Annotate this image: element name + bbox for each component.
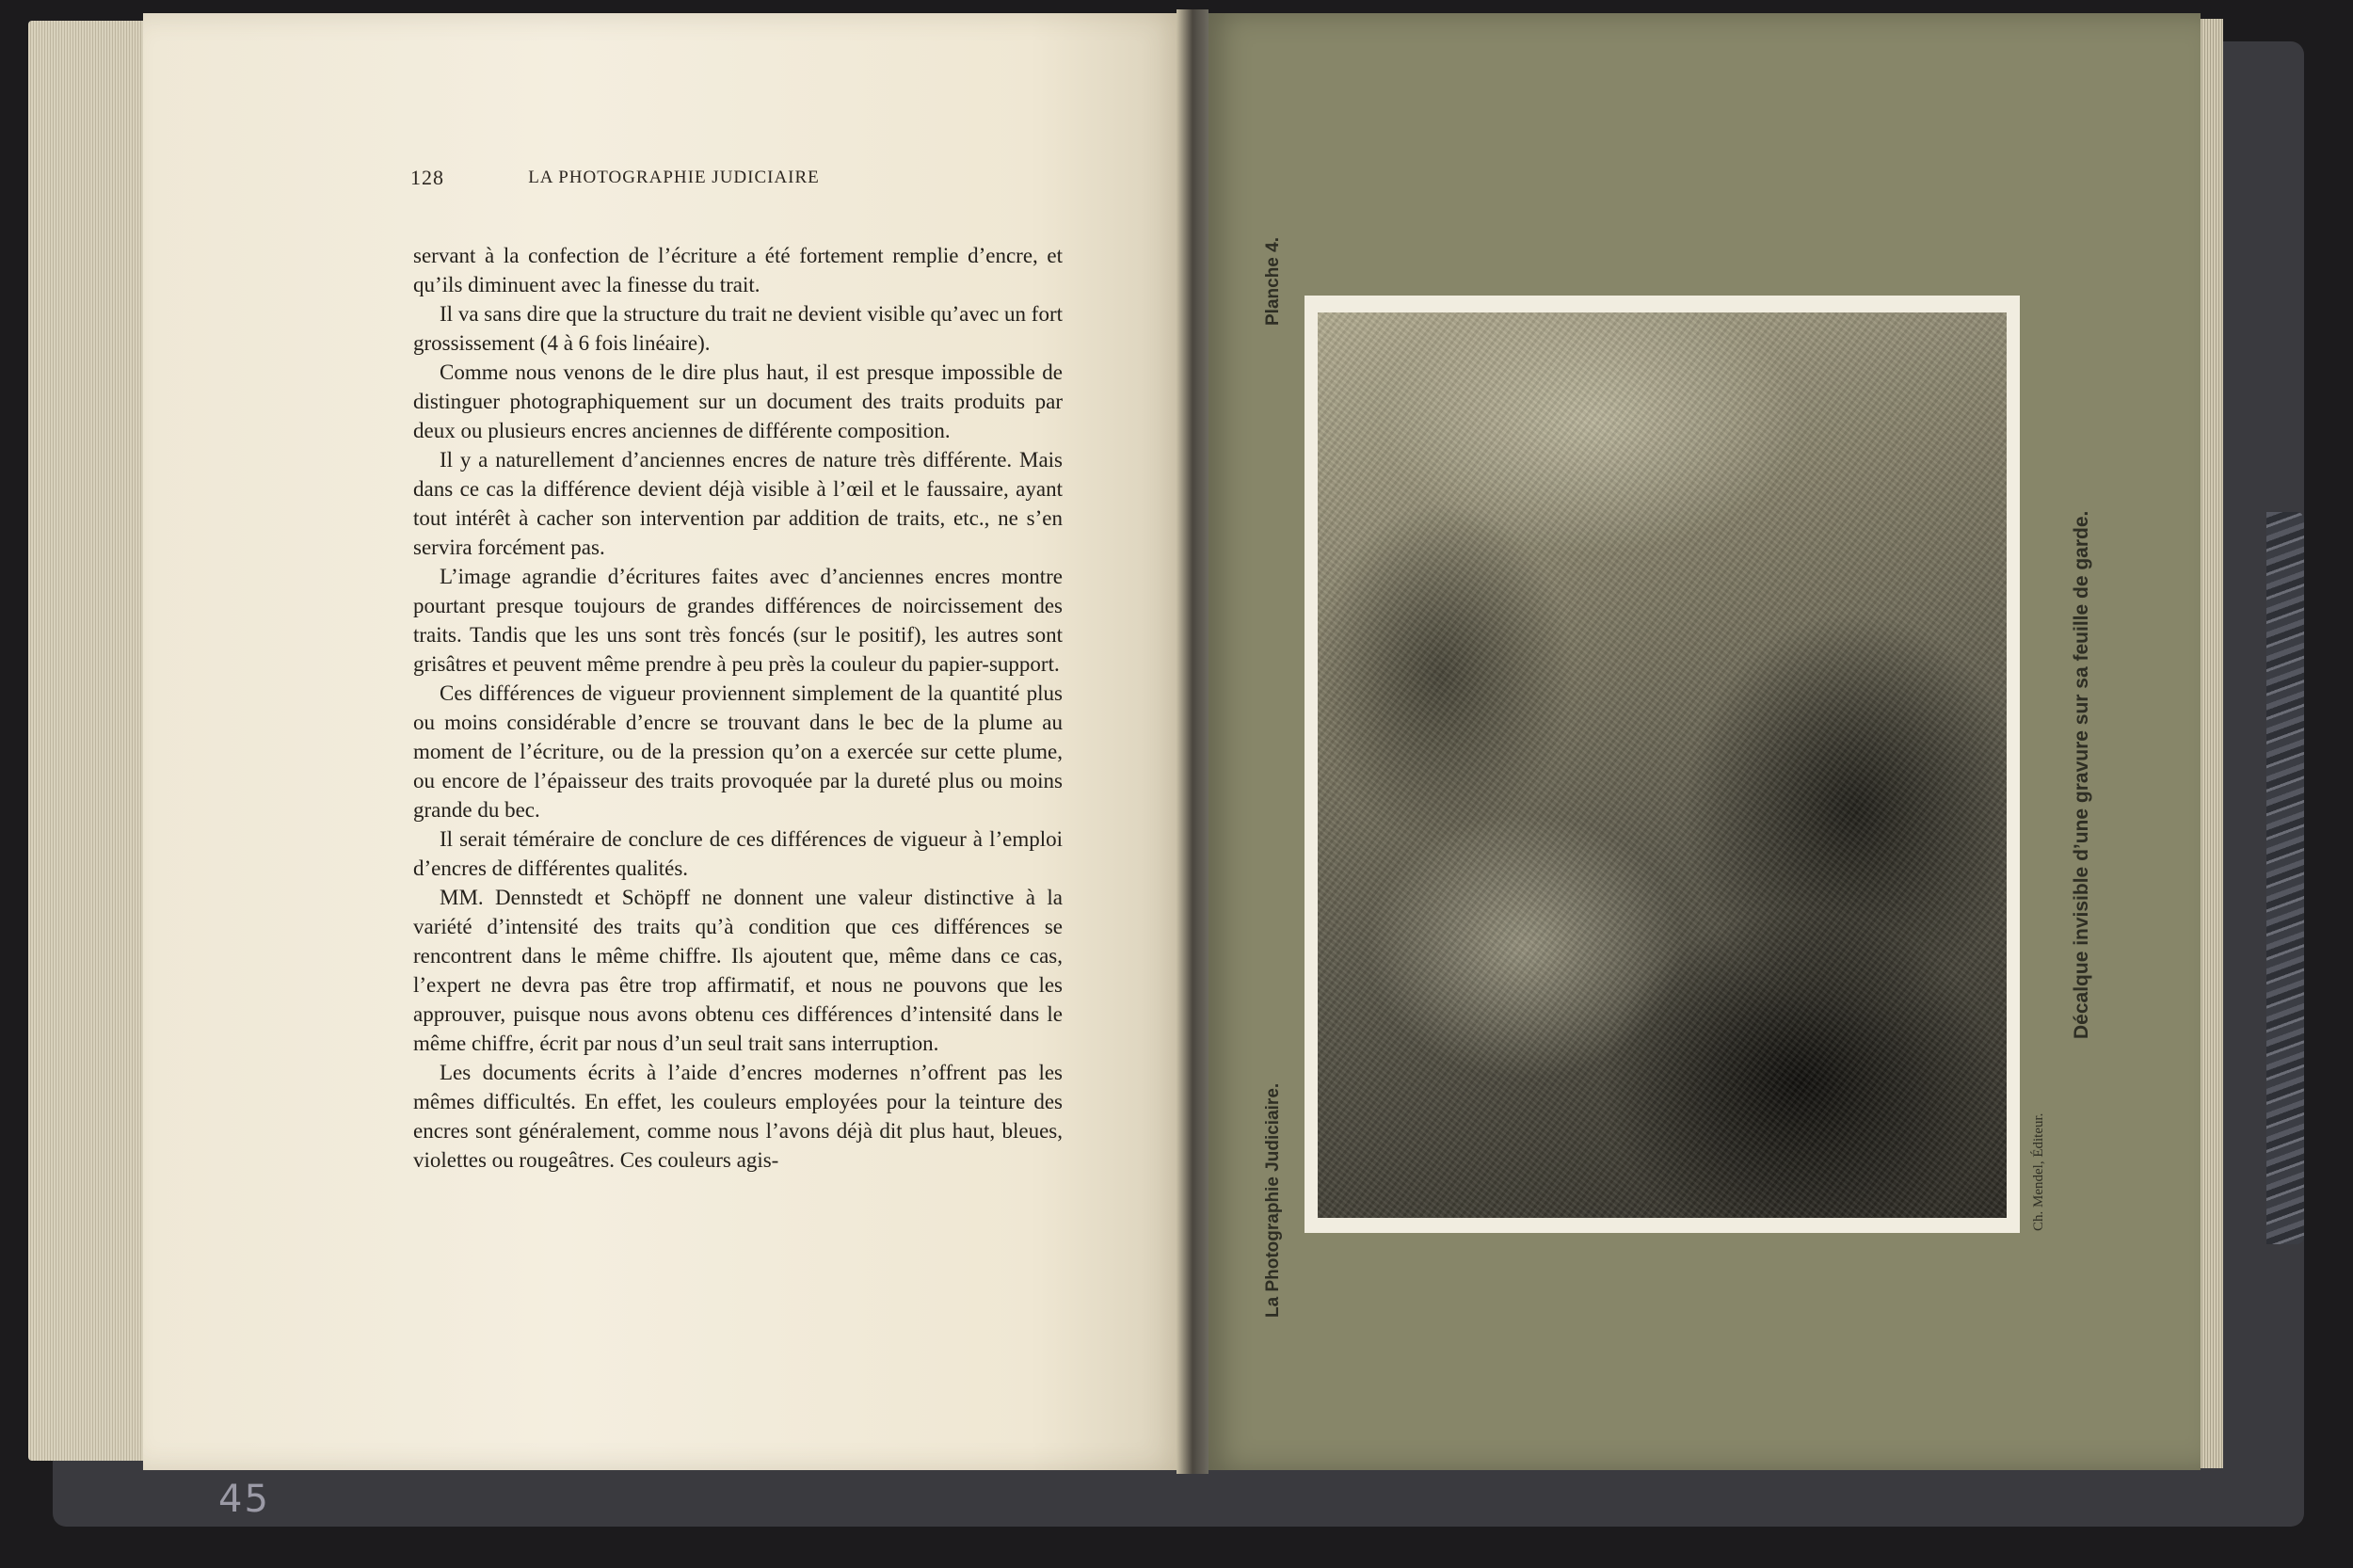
paragraph: servant à la confection de l’écriture a été fortement remplie d’encre, et qu’ils diminuent avec la finesse du trait. xyxy=(413,244,1063,296)
paragraph: Ces différences de vigueur proviennent simplement de la quantité plus ou moins considérable d’encre se trouvant dans le bec de la plume au moment de l’écriture, ou de la pression qu’on a exercée sur cette plume, ou encore de l’épaisseur des traits provoquée par la dureté plus ou moins grande du bec. xyxy=(413,681,1063,822)
paragraph: Il va sans dire que la structure du trait ne devient visible qu’avec un fort grossissement (4 à 6 fois linéaire). xyxy=(413,302,1063,355)
body-text xyxy=(413,241,1063,1175)
running-head xyxy=(279,166,1069,194)
paragraph: L’image agrandie d’écritures faites avec d’anciennes encres montre pourtant presque toujours de grandes différences de noircissement des traits. Tandis que les uns sont très foncés (sur le positif), les autres sont grisâtres et peuvent même prendre à peu près la couleur du papier-support. xyxy=(413,565,1063,676)
marbled-cover-right xyxy=(2266,512,2304,1244)
running-head-title: LA PHOTOGRAPHIE JUDICIAIRE xyxy=(528,168,820,187)
paragraph: Les documents écrits à l’aide d’encres modernes n’offrent pas les mêmes difficultés. En effet, les couleurs employées pour la teinture des encres sont généralement, comme nous l’avons déjà dit plus haut, bleues, violettes ou rougeâtres. Ces couleurs agis- xyxy=(413,1061,1063,1172)
pencil-mark: 45 xyxy=(218,1478,270,1521)
plate-book-title: La Photographie Judiciaire. xyxy=(1263,1082,1283,1318)
book-gutter xyxy=(1176,9,1209,1474)
plate-frame xyxy=(1305,296,2020,1233)
page-number: 128 xyxy=(410,166,444,189)
plate-photograph xyxy=(1318,312,2007,1218)
plate-caption: Décalque invisible d’une gravure sur sa feuille de garde. xyxy=(2071,510,2092,1039)
paragraph: Il y a naturellement d’anciennes encres de nature très différente. Mais dans ce cas la différence devient déjà visible à l’œil et le faussaire, ayant tout intérêt à cacher son intervention par addition de traits, etc., ne s’en servira forcément pas. xyxy=(413,448,1063,559)
photo-grain xyxy=(1318,312,2007,1218)
paragraph: Il serait téméraire de conclure de ces différences de vigueur à l’emploi d’encres de différentes qualités. xyxy=(413,827,1063,880)
plate-publisher: Ch. Mendel, Éditeur. xyxy=(2031,1112,2046,1231)
paragraph: MM. Dennstedt et Schöpff ne donnent une valeur distinctive à la variété d’intensité des traits qu’à condition que ces différences se rencontrent dans le même chiffre. Ils ajoutent que, même dans ce cas, l’expert ne devra pas être trop affirmatif, et nous ne pouvons que les approuver, puisque nous avons obtenu ces différences d’intensité dans le même chiffre, écrit par nous d’un seul trait sans interruption. xyxy=(413,886,1063,1055)
plate-number-label: Planche 4. xyxy=(1263,237,1283,326)
paragraph: Comme nous venons de le dire plus haut, il est presque impossible de distinguer photographiquement sur un document des traits produits par deux ou plusieurs encres anciennes de différente composition. xyxy=(413,360,1063,442)
